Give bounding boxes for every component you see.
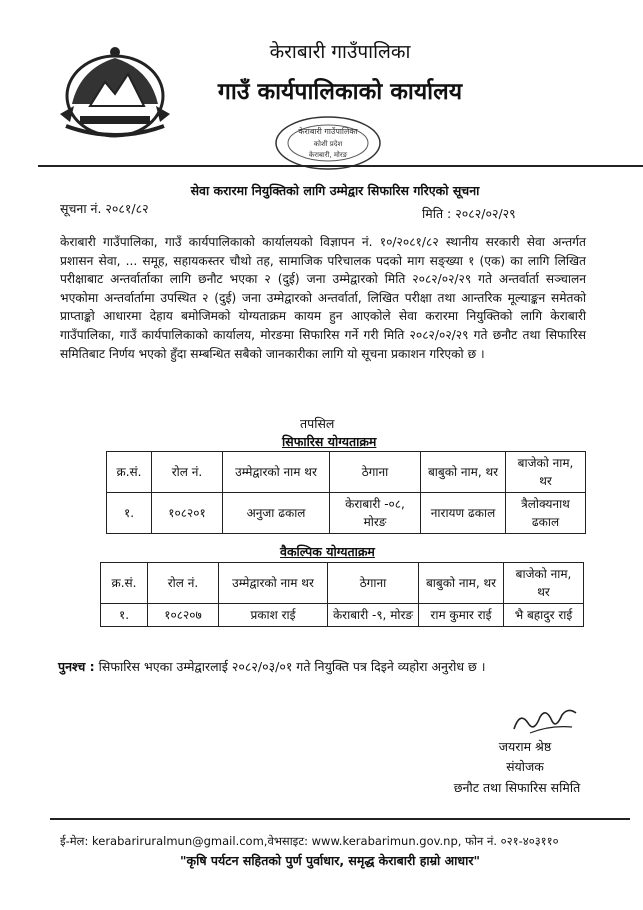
serial-cell: १. bbox=[101, 604, 148, 627]
postscript bbox=[58, 658, 598, 675]
footer-slogan: "कृषि पर्यटन सहितको पुर्ण पुर्वाधार, समृद्ध केराबारी हाम्रो आधार" bbox=[180, 853, 480, 868]
svg-text:केराबारी गाउँपालिका: केराबारी गाउँपालिका bbox=[298, 127, 358, 136]
column-header: ठेगाना bbox=[328, 563, 419, 604]
column-header: रोल नं. bbox=[152, 452, 223, 493]
notice-body: केराबारी गाउँपालिका, गाउँ कार्यपालिकाको कार्यालयको विज्ञापन नं. १०/२०८१/८२ स्थानीय सरकारी सेवा अन्तर्गत प्रशासन सेवा, ... समूह, सहायकस्तर चौथो तह, सामाजिक परिचालक पदको माग सङ्ख्या १ (एक) का लागि लिखित परीक्षाबाट अन्तर्वार्ताका लागि छनौट भएका २ (दुई) जना उम्मेद्वारको मिति २०८२/०२/२९ गते अन्तर्वार्ता सञ्चालन भएकोमा अन्तर्वार्तामा उपस्थित २ (दुई) जना उम्मेद्वारको अन्तर्वार्ता, लिखित परीक्षा तथा आन्तरिक मूल्याङ्कन समेतको प्राप्ताङ्को आधारमा देहाय बमोजिमको योग्यताक्रम कायम हुन आएकोले सेवा करारमा नियुक्तिको लागि केराबारी गाउँपालिका, गाउँ कार्यपालिकाको कार्यालय, मोरङमा सिफारिस गर्ने गरी मिति २०८२/०२/२९ गते छनौट तथा सिफारिस समितिबाट निर्णय भएको हुँदा सम्बन्धित सबैको जानकारीका लागि यो सूचना प्रकाशन गरिएको छ । bbox=[60, 235, 586, 361]
roll-number-cell: १०८२०७ bbox=[148, 604, 219, 627]
schedule-label: तपसिल bbox=[300, 416, 335, 431]
roll-number-cell: १०८२०१ bbox=[152, 493, 223, 534]
serial-cell: १. bbox=[107, 493, 152, 534]
table-row bbox=[101, 604, 584, 627]
table-header-row bbox=[101, 563, 584, 604]
column-header: बाबुको नाम, थर bbox=[419, 563, 504, 604]
alternate-ranking-title: वैकल्पिक योग्यताक्रम bbox=[280, 544, 375, 559]
column-header: उम्मेद्वारको नाम थर bbox=[219, 563, 328, 604]
column-header: क्र.सं. bbox=[101, 563, 148, 604]
signatory-name: जयराम श्रेष्ठ bbox=[498, 739, 552, 754]
nepal-emblem-logo bbox=[60, 44, 170, 140]
committee-name: छनौट तथा सिफारिस समिति bbox=[453, 780, 581, 795]
recommended-ranking-title: सिफारिस योग्यताक्रम bbox=[282, 434, 377, 449]
footer-contact: ई-मेल: kerabariruralmun@gmail.com,वेभसाइट: www.kerabarimun.gov.np, फोन नं. ०२१-४०३११० bbox=[60, 834, 559, 848]
column-header: बाजेको नाम, थर bbox=[506, 452, 586, 493]
father-name-cell: नारायण ढकाल bbox=[421, 493, 506, 534]
footer-divider bbox=[50, 818, 630, 820]
grandfather-name-cell: त्रैलोक्यनाथ ढकाल bbox=[506, 493, 586, 534]
table-row bbox=[107, 493, 586, 534]
notice-date: मिति : २०८२/०२/२९ bbox=[422, 206, 516, 221]
svg-text:कोशी प्रदेश: कोशी प्रदेश bbox=[313, 140, 343, 148]
candidate-name-cell: प्रकाश राई bbox=[219, 604, 328, 627]
recommended-candidates-table bbox=[106, 451, 586, 534]
address-cell: केराबारी -०८, मोरङ bbox=[330, 493, 421, 534]
column-header: ठेगाना bbox=[330, 452, 421, 493]
alternate-candidates-table bbox=[100, 562, 584, 627]
column-header: उम्मेद्वारको नाम थर bbox=[223, 452, 330, 493]
column-header: बाजेको नाम, थर bbox=[504, 563, 584, 604]
grandfather-name-cell: भै बहादुर राई bbox=[504, 604, 584, 627]
notice-number: सूचना नं. २०८१/८२ bbox=[60, 201, 149, 216]
postscript-label: पुनश्च : bbox=[58, 659, 95, 674]
municipality-name: केराबारी गाउँपालिका bbox=[269, 41, 411, 63]
column-header: बाबुको नाम, थर bbox=[421, 452, 506, 493]
column-header: रोल नं. bbox=[148, 563, 219, 604]
svg-text:केराबारी, मोरङ: केराबारी, मोरङ bbox=[308, 151, 348, 159]
column-header: क्र.सं. bbox=[107, 452, 152, 493]
notice-title: सेवा करारमा नियुक्तिको लागि उम्मेद्वार सिफारिस गरिएको सूचना bbox=[190, 183, 480, 198]
header-divider bbox=[38, 165, 643, 167]
table-header-row bbox=[107, 452, 586, 493]
postscript-text: सिफारिस भएका उम्मेद्वारलाई २०८२/०३/०१ गते नियुक्ति पत्र दिइने व्यहोरा अनुरोध छ । bbox=[98, 659, 486, 674]
handwritten-signature bbox=[510, 703, 582, 737]
father-name-cell: राम कुमार राई bbox=[419, 604, 504, 627]
signatory-title: संयोजक bbox=[506, 759, 544, 774]
candidate-name-cell: अनुजा ढकाल bbox=[223, 493, 330, 534]
address-cell: केराबारी -९, मोरङ bbox=[328, 604, 419, 627]
office-name: गाउँ कार्यपालिकाको कार्यालय bbox=[217, 79, 463, 105]
